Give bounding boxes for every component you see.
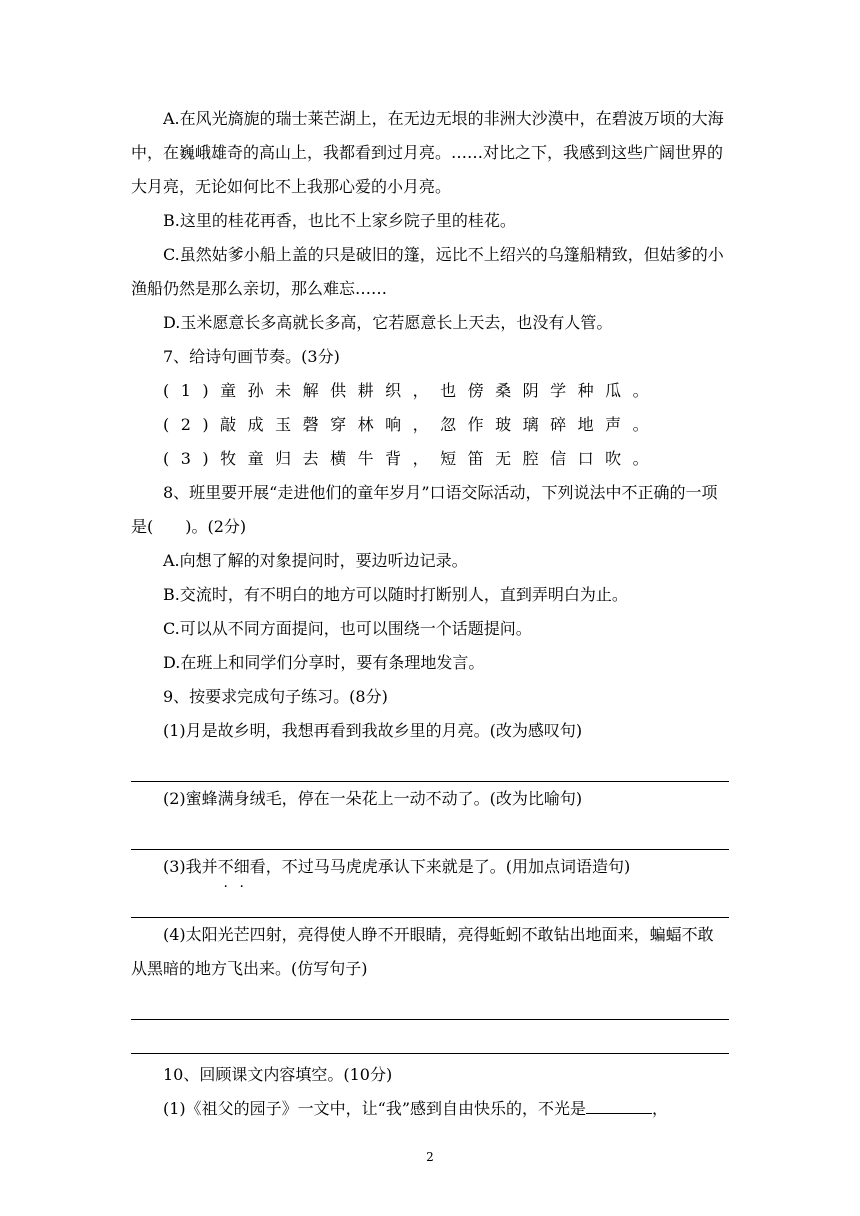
q7-line-1: (1)童孙未解供耕织，也傍桑阴学种瓜。 [163, 381, 661, 400]
dotted-word-1: 并 [201, 857, 218, 876]
q8-option-d: D.在班上和同学们分享时，要有条理地发言。 [163, 653, 485, 672]
q9-sentence-2: (2)蜜蜂满身绒毛，停在一朵花上一动不动了。(改为比喻句) [163, 789, 583, 808]
q9-sentence-1: (1)月是故乡明，我想再看到我故乡里的月亮。(改为感叹句) [163, 721, 583, 740]
dotted-word-2: 不 [217, 857, 234, 876]
q9-answer-line-4b[interactable] [131, 1020, 729, 1054]
q10-s1-suffix: ， [652, 1099, 669, 1118]
q7-line-2: (2)敲成玉磬穿林响，忽作玻璃碎地声。 [163, 415, 661, 434]
q6-option-b: B.这里的桂花再香，也比不上家乡院子里的桂花。 [163, 211, 516, 230]
q9-title: 9、按要求完成句子练习。(8分) [163, 687, 388, 706]
q10-s1-prefix: (1)《祖父的园子》一文中，让“我”感到自由快乐的，不光是 [163, 1099, 587, 1118]
page-content [131, 102, 729, 1126]
q9-sentence-4: (4)太阳光芒四射，亮得使人睁不开眼睛，亮得蚯蚓不敢钻出地面来，蝙蝠不敢从黑暗的地方飞出来。(仿写句子) [131, 925, 714, 978]
q7-title: 7、给诗句画节奏。(3分) [163, 347, 340, 366]
q9-answer-line-2[interactable] [131, 816, 729, 850]
q7-line-3: (3)牧童归去横牛背，短笛无腔信口吹。 [163, 449, 661, 468]
q9-answer-line-4a[interactable] [131, 986, 729, 1020]
q9-s3-suffix: 细看，不过马马虎虎承认下来就是了。(用加点词语造句) [233, 857, 631, 876]
q8-option-b: B.交流时，有不明白的地方可以随时打断别人，直到弄明白为止。 [163, 585, 628, 604]
q6-option-a: A.在风光旖旎的瑞士莱芒湖上，在无边无垠的非洲大沙漠中，在碧波万顷的大海中，在巍峨雄奇的高山上，我都看到过月亮。……对比之下，我感到这些广阔世界的大月亮，无论如何比不上我那心爱的小月亮。 [131, 109, 724, 196]
q6-option-c: C.虽然姑爹小船上盖的只是破旧的篷，远比不上绍兴的乌篷船精致，但姑爹的小渔船仍然是那么亲切，那么难忘…… [131, 245, 724, 298]
q9-sentence-3 [131, 850, 729, 884]
page-number: 2 [426, 1150, 434, 1164]
q9-answer-line-1[interactable] [131, 748, 729, 782]
q8-title: 8、班里要开展“走进他们的童年岁月”口语交际活动，下列说法中不正确的一项是( )。(2分) [131, 483, 718, 536]
q6-option-d: D.玉米愿意长多高就长多高，它若愿意长上天去，也没有人管。 [163, 313, 613, 332]
q10-title: 10、回顾课文内容填空。(10分) [163, 1065, 393, 1084]
q8-option-c: C.可以从不同方面提问，也可以围绕一个话题提问。 [163, 619, 532, 638]
q8-option-a: A.向想了解的对象提问时，要边听边记录。 [163, 551, 468, 570]
q10-blank[interactable] [586, 1095, 652, 1114]
q10-sentence-1 [131, 1092, 729, 1126]
q9-s3-prefix: (3)我 [163, 857, 202, 876]
